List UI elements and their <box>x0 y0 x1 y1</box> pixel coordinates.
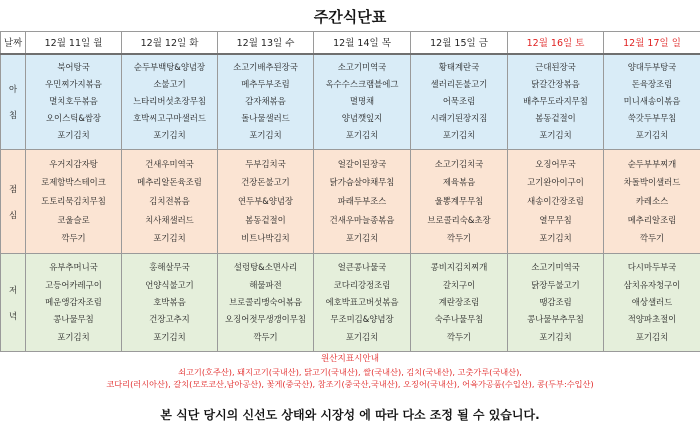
menu-item: 다시마두부국 <box>627 262 677 273</box>
menu-item: 깍두기 <box>639 233 665 244</box>
menu-item: 호박볶음 <box>153 296 186 307</box>
menu-item: 순두부부찌개 <box>627 158 677 169</box>
menu-cell <box>218 254 314 352</box>
menu-item: 포기김치 <box>57 130 90 140</box>
meal-label-char: 아 <box>8 83 18 94</box>
menu-item: 애상샐러드 <box>631 296 673 307</box>
menu-item: 얼큰콩나물국 <box>337 262 387 273</box>
origin-title: 원산지표시안내 <box>320 354 380 364</box>
menu-cell <box>314 150 411 254</box>
menu-item: 오이스틱&쌈장 <box>45 113 102 124</box>
menu-item: 느타리버섯초장무침 <box>133 96 206 107</box>
menu-item: 언양식불고기 <box>145 279 194 290</box>
menu-cell <box>508 150 604 254</box>
menu-item: 닭갈간장볶음 <box>531 79 580 90</box>
menu-item: 우민찌가지볶음 <box>45 79 102 90</box>
menu-cell <box>604 150 700 254</box>
menu-item: 닭장두불고기 <box>531 279 580 290</box>
menu-item: 김치전볶음 <box>149 195 190 206</box>
menu-item: 삼치유자청구이 <box>623 279 681 290</box>
menu-item: 호박씨고구마샐러드 <box>133 113 206 124</box>
menu-item: 포기김치 <box>249 130 282 140</box>
menu-item: 소고기배추된장국 <box>233 62 298 73</box>
menu-item: 브로콜리숙&초장 <box>427 214 491 225</box>
menu-item: 도토리묵김치무침 <box>41 195 106 206</box>
menu-item: 계란장조림 <box>438 296 480 307</box>
date-label: 날짜 <box>1 32 26 54</box>
menu-item: 숙주나물무침 <box>434 314 484 325</box>
menu-item: 차돌박이샐러드 <box>623 177 681 188</box>
menu-cell <box>411 54 508 150</box>
menu-item: 메추리알돈육조림 <box>137 177 202 188</box>
meal-label-char: 심 <box>8 209 18 220</box>
menu-item: 포기김치 <box>539 233 572 244</box>
menu-item: 연두부&양념장 <box>237 195 294 206</box>
meal-label <box>1 254 26 352</box>
breakfast-row <box>1 54 700 150</box>
menu-cell <box>122 150 218 254</box>
menu-item: 어묵조림 <box>442 96 476 107</box>
menu-item: 제육볶음 <box>442 177 476 188</box>
menu-cell <box>26 254 122 352</box>
menu-item: 돌나물샐러드 <box>241 113 290 124</box>
menu-item: 땡감조림 <box>539 296 572 307</box>
origin-notice <box>0 353 700 403</box>
menu-cell <box>508 54 604 150</box>
menu-item: 고등어카레구이 <box>45 279 102 290</box>
menu-item: 적양파초절이 <box>627 314 677 325</box>
menu-item: 우거지감자탕 <box>49 158 98 169</box>
menu-item: 갈치구이 <box>442 279 476 290</box>
day-header: 12월 16일 토 <box>508 32 604 54</box>
menu-item: 콩비지김치찌개 <box>430 262 488 273</box>
menu-item: 건장고추지 <box>149 314 190 325</box>
menu-item: 고기완아이구이 <box>527 177 584 188</box>
menu-item: 양념깻잎지 <box>341 113 383 124</box>
menu-cell <box>218 54 314 150</box>
menu-item: 파래두부조스 <box>337 195 387 206</box>
menu-item: 배추무도라지무침 <box>523 96 588 107</box>
menu-cell <box>26 150 122 254</box>
menu-cell <box>26 54 122 150</box>
menu-item: 포기김치 <box>57 331 90 342</box>
menu-item: 해물파전 <box>249 279 282 290</box>
menu-cell <box>314 254 411 352</box>
menu-item: 포기김치 <box>345 331 379 342</box>
menu-item: 시래기된장지짐 <box>430 113 488 124</box>
menu-item: 건장돈불고기 <box>241 177 290 188</box>
day-header: 12월 14일 목 <box>314 32 411 54</box>
menu-cell <box>122 54 218 150</box>
menu-item: 무조미김&양념장 <box>330 314 394 325</box>
menu-item: 새송이간장조림 <box>527 195 584 206</box>
menu-item: 로제함박스테이크 <box>41 177 106 188</box>
menu-item: 포기김치 <box>345 130 379 140</box>
meal-label-char: 침 <box>8 109 18 120</box>
menu-item: 포기김치 <box>153 233 186 244</box>
menu-item: 봄동겉절이 <box>535 113 576 124</box>
day-header: 12월 17일 일 <box>604 32 700 54</box>
menu-item: 콩나물부추무침 <box>527 314 584 325</box>
origin-line: 코다리(러시아산), 갈치(모로코산,남아공산), 꽃게(중국산), 참조기(중국산,국내산), 오징어(국내산), 어육가공품(수입산), 콩(두부:수입산) <box>106 379 594 389</box>
menu-item: 깍두기 <box>61 233 86 244</box>
menu-item: 오징어젓무생갱이무침 <box>225 314 306 325</box>
menu-item: 포기김치 <box>539 130 572 140</box>
menu-item: 북어탕국 <box>57 62 90 73</box>
menu-item: 미니새송이볶음 <box>623 96 681 107</box>
menu-item: 깍두기 <box>446 331 472 342</box>
day-header: 12월 12일 화 <box>122 32 218 54</box>
day-header: 12월 15일 금 <box>411 32 508 54</box>
menu-item: 쑥갓두부무침 <box>627 113 677 124</box>
menu-item: 포기김치 <box>635 331 669 342</box>
menu-cell <box>314 54 411 150</box>
menu-item: 포기김치 <box>635 130 669 140</box>
menu-item: 에호박표고버섯볶음 <box>325 296 399 307</box>
menu-cell <box>218 150 314 254</box>
menu-item: 소불고기 <box>153 79 186 90</box>
menu-item: 깍두기 <box>446 233 472 244</box>
menu-item: 감자채볶음 <box>245 96 286 107</box>
page-title: 주간식단표 <box>313 8 387 26</box>
menu-cell <box>122 254 218 352</box>
menu-item: 메추두부조림 <box>241 79 290 90</box>
menu-cell <box>604 254 700 352</box>
meal-label <box>1 150 26 254</box>
menu-item: 깍두기 <box>253 331 278 342</box>
menu-item: 닭가슴살야채무침 <box>329 177 395 188</box>
dinner-row <box>1 254 700 352</box>
menu-item: 멸명채 <box>349 96 375 107</box>
menu-item: 근대된장국 <box>535 62 576 73</box>
meal-label-char: 점 <box>8 183 18 194</box>
menu-cell <box>411 254 508 352</box>
menu-item: 멸치호두볶음 <box>49 96 98 107</box>
origin-line: 쇠고기(호주산), 돼지고기(국내산), 닭고기(국내산), 쌀(국내산), 김치(국내산), 고춧가루(국내산), <box>178 366 522 377</box>
menu-item: 포기김치 <box>153 331 186 342</box>
menu-item: 돈육장조림 <box>631 79 673 90</box>
menu-item: 열무무침 <box>539 214 572 225</box>
menu-item: 건새우마늘종볶음 <box>329 214 395 225</box>
menu-item: 카레소스 <box>635 195 669 206</box>
menu-item: 셀러리돈불고기 <box>430 79 488 90</box>
menu-table <box>0 31 700 352</box>
menu-cell <box>508 254 604 352</box>
menu-item: 봄동겉절이 <box>245 214 286 225</box>
menu-item: 오징어무국 <box>535 158 576 169</box>
menu-item: 코다리강정조림 <box>333 279 391 290</box>
menu-item: 콩나물무침 <box>53 314 94 325</box>
menu-item: 황태계란국 <box>438 62 480 73</box>
menu-item: 건새우미역국 <box>145 158 194 169</box>
menu-cell <box>604 54 700 150</box>
meal-label-char: 저 <box>8 284 18 295</box>
menu-item: 두부김치국 <box>245 158 286 169</box>
menu-item: 소고기미역국 <box>531 262 580 273</box>
menu-item: 비트나박김치 <box>241 233 290 244</box>
menu-item: 브로콜리맹숙어볶음 <box>229 296 302 307</box>
menu-item: 포기김치 <box>442 130 476 140</box>
menu-item: 옥수수스크램블에그 <box>325 79 399 90</box>
menu-item: 홍해살무국 <box>149 262 190 273</box>
menu-item: 포기김치 <box>153 130 186 140</box>
day-header: 12월 11일 월 <box>26 32 122 54</box>
menu-item: 포기김치 <box>539 331 572 342</box>
adjustment-notice: 본 식단 당시의 신선도 상태와 시장성 에 따라 다소 조정 될 수 있습니다. <box>160 408 540 422</box>
menu-item: 유부추머니국 <box>49 262 98 273</box>
menu-item: 설렁탕&소면사리 <box>233 262 298 273</box>
menu-item: 소고기미역국 <box>337 62 387 73</box>
header-row <box>1 32 700 54</box>
menu-item: 양대두부탕국 <box>627 62 677 73</box>
menu-item: 포기김치 <box>345 233 379 244</box>
meal-label <box>1 54 26 150</box>
menu-item: 코울슬로 <box>57 214 90 225</box>
menu-item: 얼갈이된장국 <box>337 158 387 169</box>
menu-cell <box>411 150 508 254</box>
day-header: 12월 13일 수 <box>218 32 314 54</box>
menu-item: 메추리알조림 <box>627 214 677 225</box>
menu-item: 울뽕계무무침 <box>434 195 484 206</box>
menu-item: 메운앵감자조림 <box>45 296 102 307</box>
meal-label-char: 녁 <box>8 310 18 321</box>
menu-item: 소고기김치국 <box>434 158 484 169</box>
lunch-row <box>1 150 700 254</box>
menu-item: 순두부백탕&양념장 <box>133 62 206 73</box>
menu-item: 치사채샐러드 <box>145 214 194 225</box>
